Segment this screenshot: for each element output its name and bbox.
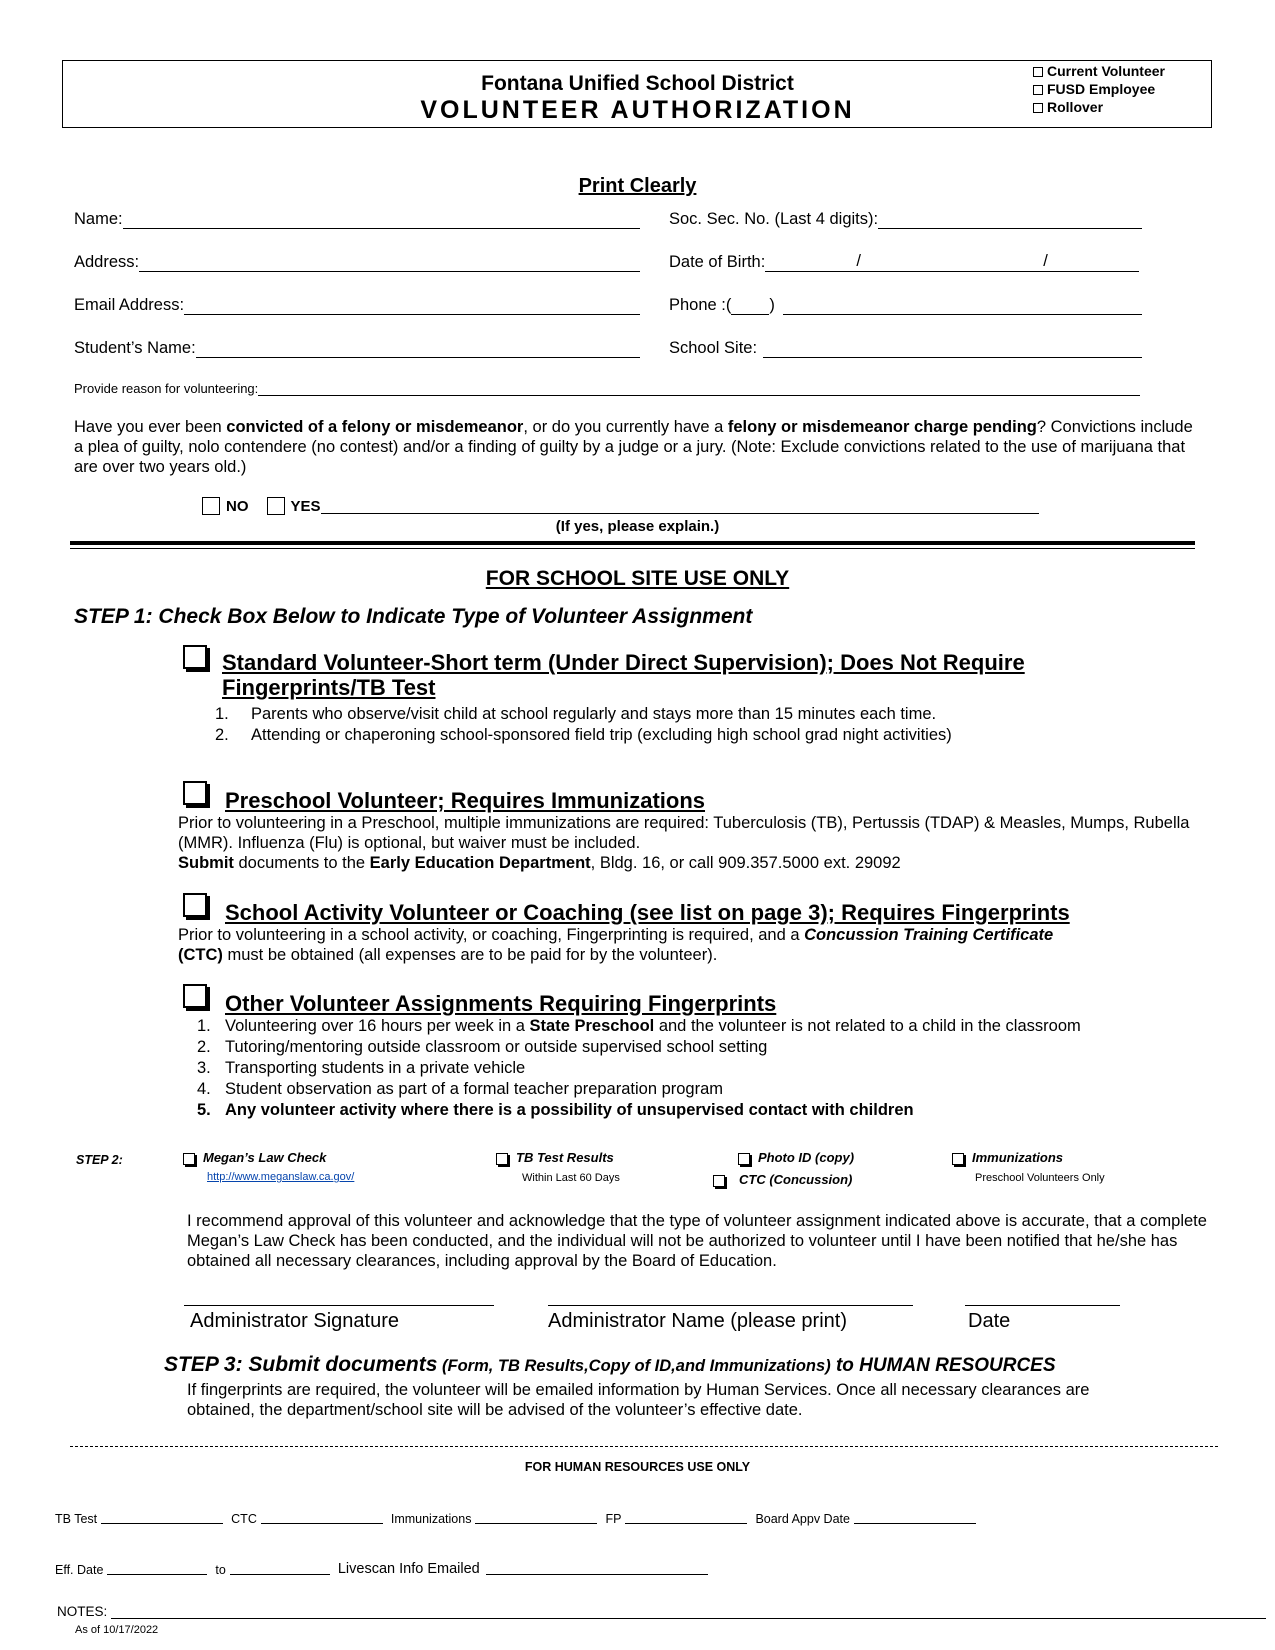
- explain-note: (If yes, please explain.): [555, 518, 720, 535]
- activity-text: Prior to volunteering in a school activity, or coaching, Fingerprinting is required, and a Concussion Training Certificate (CTC) must be obtained (all expenses are to be paid for by the volunteer).: [178, 926, 1054, 964]
- status-option-rollover[interactable]: Rollover: [1033, 98, 1165, 116]
- activity-checkbox[interactable]: [183, 893, 207, 917]
- tb-test-field[interactable]: [101, 1511, 223, 1524]
- site-heading: FOR SCHOOL SITE USE ONLY: [485, 567, 790, 590]
- date-line[interactable]: [965, 1305, 1120, 1306]
- step2-label: STEP 2:: [76, 1153, 123, 1167]
- status-option-employee[interactable]: FUSD Employee: [1033, 80, 1165, 98]
- checkbox-icon: [952, 1153, 964, 1165]
- phone-field[interactable]: Phone :( ): [669, 296, 1142, 315]
- no-checkbox[interactable]: [202, 497, 220, 515]
- standard-checkbox[interactable]: [183, 645, 207, 669]
- other-title: Other Volunteer Assignments Requiring Fingerprints: [225, 991, 777, 1016]
- immun-checkbox[interactable]: Immunizations: [952, 1150, 1063, 1165]
- eff-date-to-field[interactable]: [230, 1562, 330, 1575]
- admin-name-label: Administrator Name (please print): [548, 1310, 847, 1332]
- hr-heading: FOR HUMAN RESOURCES USE ONLY: [524, 1460, 751, 1474]
- checkbox-icon: [183, 645, 207, 669]
- revision-date: As of 10/17/2022: [75, 1624, 159, 1636]
- form-title: VOLUNTEER AUTHORIZATION: [420, 96, 855, 124]
- activity-title: School Activity Volunteer or Coaching (see list on page 3); Requires Fingerprints: [225, 900, 1070, 925]
- admin-name-line[interactable]: [548, 1305, 913, 1306]
- recommendation-text: I recommend approval of this volunteer and acknowledge that the type of volunteer assignment indicated above is accurate, that a complete Megan’s Law Check has been conducted, and the individual will not be authorized to volunteer until I have been notified that he/she has obtained all necessary clearances, including approval by the Board of Education.: [187, 1212, 1207, 1270]
- checkbox-icon: [183, 1153, 195, 1165]
- ctc-checkbox[interactable]: CTC (Concussion): [713, 1172, 852, 1187]
- list-item: 3. Transporting students in a private vehicle: [197, 1059, 526, 1077]
- print-clearly: Print Clearly: [578, 175, 697, 197]
- checkbox-icon: [183, 781, 207, 805]
- step3-heading: STEP 3: Submit documents (Form, TB Results,Copy of ID,and Immunizations) to HUMAN RESOURCES: [164, 1353, 1056, 1376]
- preschool-checkbox[interactable]: [183, 781, 207, 805]
- list-item: 2. Tutoring/mentoring outside classroom or outside supervised school setting: [197, 1038, 768, 1056]
- divider: [70, 548, 1195, 549]
- tb-sub: Within Last 60 Days: [522, 1172, 620, 1184]
- list-item: 1. Volunteering over 16 hours per week in a State Preschool and the volunteer is not related to a child in the classroom: [197, 1017, 1081, 1035]
- hr-row-1: TB Test CTC Immunizations FP Board Appv Date: [55, 1511, 976, 1526]
- other-checkbox[interactable]: [183, 984, 207, 1008]
- divider: [70, 541, 1195, 545]
- list-item: 4. Student observation as part of a formal teacher preparation program: [197, 1080, 724, 1098]
- checkbox-icon: [713, 1175, 725, 1187]
- ctc-field[interactable]: [261, 1511, 383, 1524]
- email-field[interactable]: Email Address:: [74, 296, 640, 315]
- list-item: 5. Any volunteer activity where there is a possibility of unsupervised contact with children: [197, 1101, 914, 1119]
- explain-line[interactable]: [321, 498, 1039, 514]
- name-field[interactable]: Name:: [74, 210, 640, 229]
- livescan-field[interactable]: [486, 1562, 708, 1575]
- checkbox-icon: [183, 893, 207, 917]
- step1-heading: STEP 1: Check Box Below to Indicate Type of Volunteer Assignment: [74, 605, 753, 628]
- cut-line: [70, 1446, 1218, 1447]
- standard-title: Standard Volunteer-Short term (Under Direct Supervision); Does Not Require Fingerprints/TB Test: [222, 650, 1025, 700]
- checkbox-icon: [496, 1153, 508, 1165]
- checkbox-icon: [738, 1153, 750, 1165]
- district-name: Fontana Unified School District: [481, 72, 794, 95]
- preschool-text: Prior to volunteering in a Preschool, multiple immunizations are required: Tuberculosis (TB), Pertussis (TDAP) & Measles, Mumps, Rubella (MMR). Influenza (Flu) is optional, but waiver must be included. Submit documents to the Early Education Department, Bldg. 16, or call 909.357.5000 ext. 29092: [178, 814, 1190, 872]
- ssn-field[interactable]: Soc. Sec. No. (Last 4 digits):: [669, 210, 1142, 229]
- list-item: 2. Attending or chaperoning school-sponsored field trip (excluding high school grad night activities): [215, 726, 952, 744]
- dob-field[interactable]: Date of Birth: / /: [669, 253, 1139, 272]
- yes-checkbox[interactable]: [267, 497, 285, 515]
- fp-field[interactable]: [625, 1511, 747, 1524]
- signature-label: Administrator Signature: [190, 1310, 399, 1332]
- other-list: [197, 1016, 1081, 1121]
- address-field[interactable]: Address:: [74, 253, 640, 272]
- hr-row-2: Eff. Date to Livescan Info Emailed: [55, 1561, 708, 1577]
- reason-field[interactable]: Provide reason for volunteering:: [74, 381, 1140, 396]
- photo-checkbox[interactable]: Photo ID (copy): [738, 1150, 854, 1165]
- status-option-current[interactable]: Current Volunteer: [1033, 62, 1165, 80]
- notes-field[interactable]: NOTES:: [57, 1604, 1266, 1619]
- checkbox-icon: [1033, 103, 1043, 113]
- eff-date-from-field[interactable]: [107, 1562, 207, 1575]
- school-site-field[interactable]: School Site:: [669, 339, 1142, 358]
- status-options: [1033, 62, 1165, 116]
- checkbox-icon: [1033, 85, 1043, 95]
- student-name-field[interactable]: Student’s Name:: [74, 339, 640, 358]
- checkbox-icon: [1033, 67, 1043, 77]
- immunizations-field[interactable]: [475, 1511, 597, 1524]
- megan-checkbox[interactable]: Megan’s Law Check: [183, 1150, 326, 1165]
- megan-link[interactable]: http://www.meganslaw.ca.gov/: [207, 1171, 355, 1183]
- tb-checkbox[interactable]: TB Test Results: [496, 1150, 614, 1165]
- preschool-title: Preschool Volunteer; Requires Immunizations: [225, 788, 706, 813]
- list-item: 1. Parents who observe/visit child at school regularly and stays more than 15 minutes each time.: [215, 705, 937, 723]
- checkbox-icon: [183, 984, 207, 1008]
- date-label: Date: [968, 1310, 1011, 1332]
- conviction-answer: NO YES: [202, 497, 1039, 515]
- step3-text: If fingerprints are required, the volunteer will be emailed information by Human Services. Once all necessary clearances are obtained, the department/school site will be advised of the volunteer’s effective date.: [187, 1381, 1090, 1419]
- immun-sub: Preschool Volunteers Only: [975, 1172, 1105, 1184]
- board-date-field[interactable]: [854, 1511, 976, 1524]
- standard-list: [215, 704, 952, 746]
- signature-line[interactable]: [184, 1305, 494, 1306]
- conviction-question: Have you ever been convicted of a felony or misdemeanor, or do you currently have a felony or misdemeanor charge pending? Convictions include a plea of guilty, nolo contendere (no contest) and/or a finding of guilty by a judge or a jury. (Note: Exclude convictions related to the use of marijuana that are over two years old.): [74, 418, 1193, 476]
